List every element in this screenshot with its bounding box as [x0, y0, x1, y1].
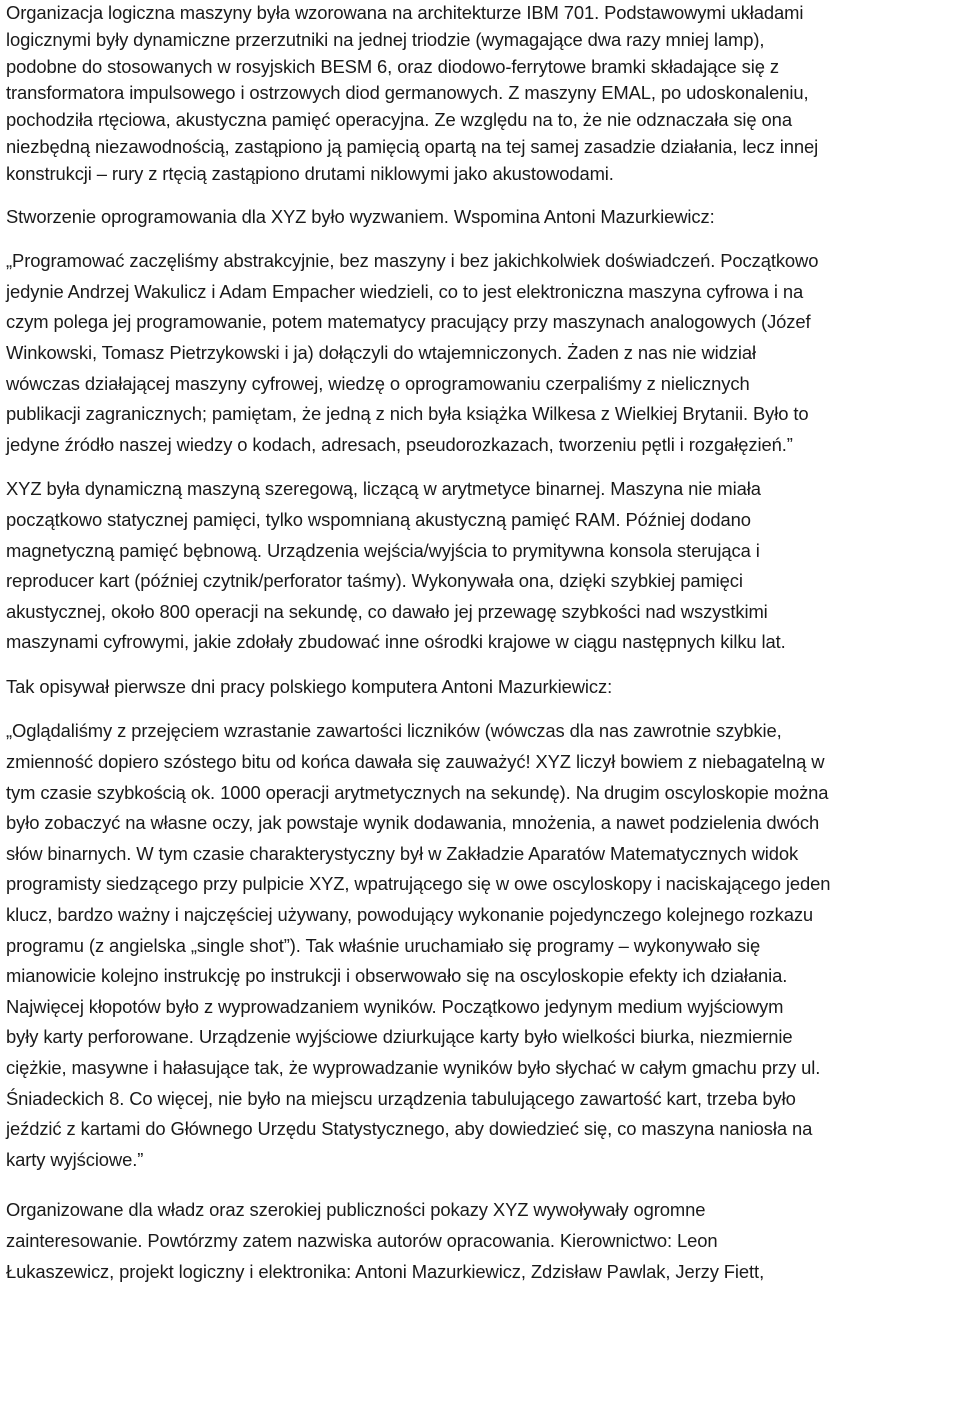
- paragraph-quote-programming: „Programować zaczęliśmy abstrakcyjnie, bez maszyny i bez jakichkolwiek doświadczeń. Początkowo jedynie Andrzej Wakulicz i Adam Empacher wiedzieli, co to jest elektroniczna maszyna cyfrowa i na czym polega jej programowanie, potem matematycy pracujący przy maszynach analogowych (Józef Winkowski, Tomasz Pietrzykowski i ja) dołączyli do wtajemniczonych. Żaden z nas nie widział wówczas działającej maszyny cyfrowej, wiedzę o oprogramowaniu czerpaliśmy z nielicznych publikacji zagranicznych; pamiętam, że jedną z nich była książka Wilkesa z Wielkiej Brytanii. Było to jedyne źródło naszej wiedzy o kodach, adresach, pseudorozkazach, tworzeniu pętli i rozgałęzień.”: [6, 250, 819, 455]
- paragraph-quote-first-days: „Oglądaliśmy z przejęciem wzrastanie zawartości liczników (wówczas dla nas zawrotnie szybkie, zmienność dopiero szóstego bitu od końca dawała się zauważyć! XYZ liczył bowiem z niebagatelną w tym czasie szybkością ok. 1000 operacji arytmetycznych na sekundę). Na drugim oscyloskopie można było zobaczyć na własne oczy, jak powstaje wynik dodawania, mnożenia, a nawet podzielenia dwóch słów binarnych. W tym czasie charakterystyczny był w Zakładzie Aparatów Matematycznych widok programisty siedzącego przy pulpicie XYZ, wpatrującego się w owe oscyloskopy i naciskającego jeden klucz, bardzo ważny i najczęściej używany, powodujący wykonanie pojedynczego kolejnego rozkazu programu (z angielska „single shot”). Tak właśnie uruchamiało się programy – wykonywało się mianowicie kolejno instrukcję po instrukcji i obserwowało się na oscyloskopie efekty ich działania. Najwięcej kłopotów było z wyprowadzaniem wyników. Początkowo jedynym medium wyjściowym były karty perforowane. Urządzenie wyjściowe dziurkujące karty było wielkości biurka, niezmiernie ciężkie, masywne i hałasujące tak, że wyprowadzanie wyników było słychać w całym gmachu przy ul. Śniadeckich 8. Co więcej, nie było na miejscu urządzenia tabulującego zawartość kart, trzeba było jeździć z kartami do Głównego Urzędu Statystycznego, aby dowiedzieć się, co maszyna naniosła na karty wyjściowe.”: [6, 720, 831, 1170]
- paragraph-demonstrations: Organizowane dla władz oraz szerokiej publiczności pokazy XYZ wywoływały ogromne zainteresowanie. Powtórzmy zatem nazwiska autorów opracowania. Kierownictwo: Leon Łukaszewicz, projekt logiczny i elektronika: Antoni Mazurkiewicz, Zdzisław Pawlak, Jerzy Fiett,: [6, 1199, 765, 1282]
- paragraph-architecture: Organizacja logiczna maszyny była wzorowana na architekturze IBM 701. Podstawowymi układami logicznymi były dynamiczne przerzutniki na jednej triodzie (wymagające dwa razy mniej lamp), podobne do stosowanych w rosyjskich BESM 6, oraz diodowo-ferrytowe bramki składające się z transformatora impulsowego i ostrzowych diod germanowych. Z maszyny EMAL, po udoskonaleniu, pochodziła rtęciowa, akustyczna pamięć operacyjna. Ze względu na to, że nie odznaczała się ona niezbędną niezawodnością, zastąpiono ją pamięcią opartą na tej samej zasadzie działania, lecz innej konstrukcji – rury z rtęcią zastąpiono drutami niklowymi jako akustowodami.: [6, 2, 819, 184]
- paragraph-first-days-intro: Tak opisywał pierwsze dni pracy polskiego komputera Antoni Mazurkiewicz:: [6, 675, 613, 697]
- document-page: [6, 0, 954, 1287]
- paragraph-software-intro: Stworzenie oprogramowania dla XYZ było wyzwaniem. Wspomina Antoni Mazurkiewicz:: [6, 205, 715, 227]
- paragraph-machine-specs: XYZ była dynamiczną maszyną szeregową, liczącą w arytmetyce binarnej. Maszyna nie miała początkowo statycznej pamięci, tylko wspomnianą akustyczną pamięć RAM. Później dodano magnetyczną pamięć bębnową. Urządzenia wejścia/wyjścia to prymitywna konsola sterująca i reproducer kart (później czytnik/perforator taśmy). Wykonywała ona, dzięki szybkiej pamięci akustycznej, około 800 operacji na sekundę, co dawało jej przewagę szybkości nad wszystkimi maszynami cyfrowymi, jakie zdołały zbudować inne ośrodki krajowe w ciągu następnych kilku lat.: [6, 478, 786, 653]
